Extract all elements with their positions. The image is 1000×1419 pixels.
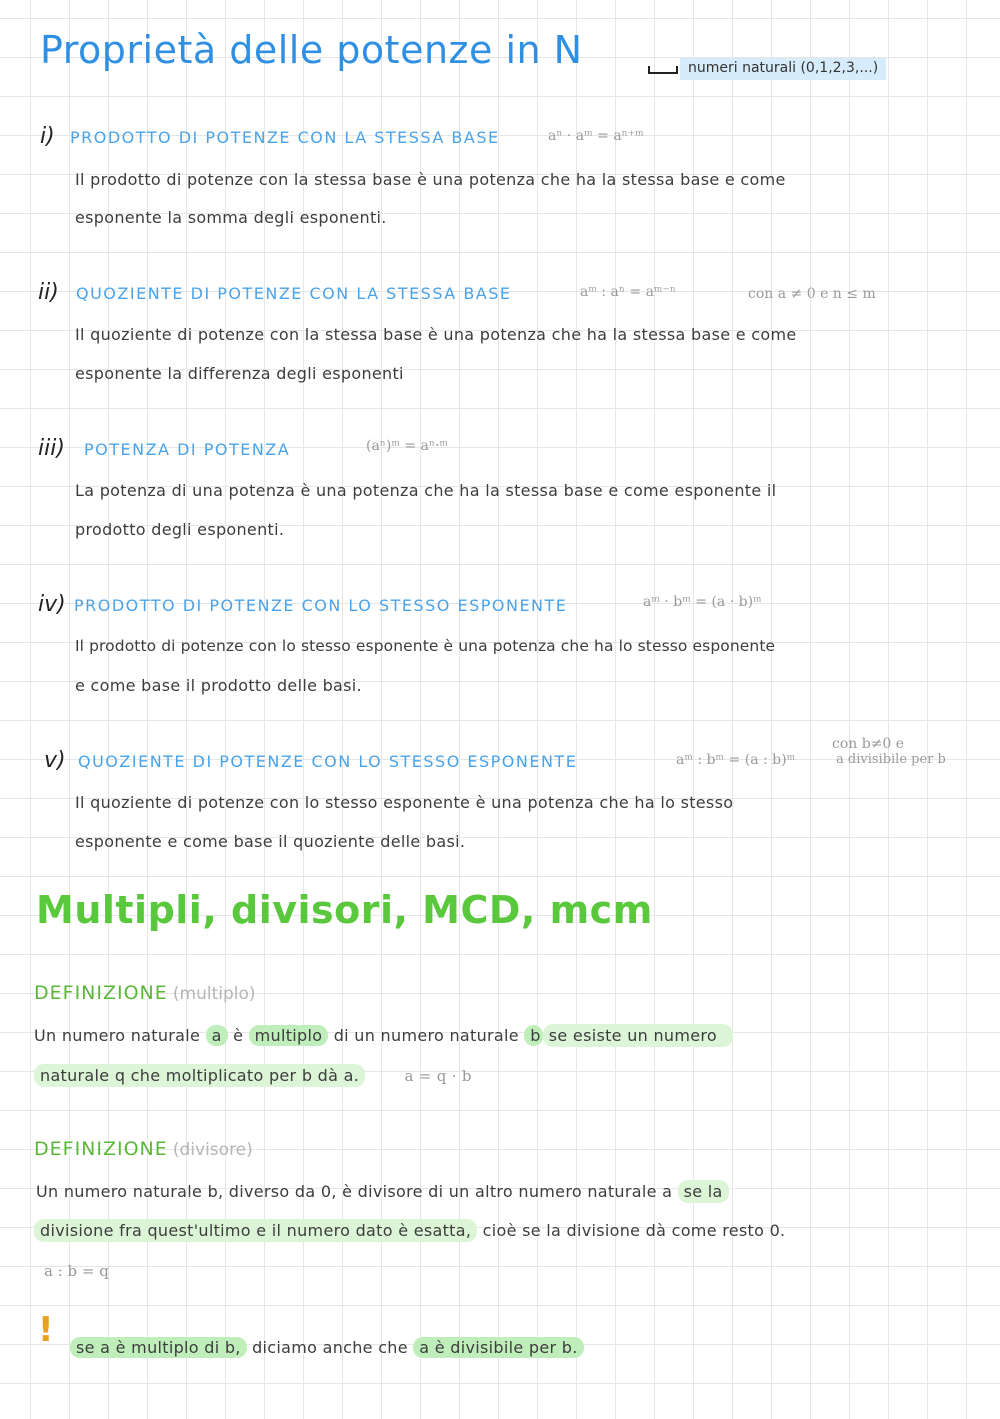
- section-number: i): [40, 124, 55, 149]
- definition-label: DEFINIZIONE: [34, 982, 168, 1004]
- text: Un numero naturale b, diverso da 0, è divisore di un altro numero naturale a: [36, 1182, 673, 1201]
- highlight: se la: [678, 1180, 729, 1203]
- section-number: iv): [38, 592, 66, 617]
- section-text: Il prodotto di potenze con la stessa base è una potenza che ha la stessa base e come: [75, 170, 786, 189]
- section-heading: QUOZIENTE DI POTENZE CON LO STESSO ESPONENTE: [78, 752, 578, 771]
- section-text: Il quoziente di potenze con lo stesso esponente è una potenza che ha lo stesso: [75, 793, 734, 812]
- section-text: La potenza di una potenza è una potenza che ha la stessa base e come esponente il: [75, 481, 777, 500]
- definition-line: [34, 1026, 733, 1045]
- text: è: [233, 1026, 244, 1045]
- highlight: b: [524, 1025, 542, 1046]
- section-condition: con a ≠ 0 e n ≤ m: [748, 286, 876, 302]
- exclamation-icon: !: [38, 1310, 54, 1350]
- section-heading: PRODOTTO DI POTENZE CON LO STESSO ESPONENTE: [74, 596, 568, 615]
- definition-header: [34, 982, 256, 1004]
- n-brace: [648, 66, 678, 74]
- text: diciamo anche che: [252, 1338, 408, 1357]
- section-text: esponente e come base il quoziente delle basi.: [75, 832, 466, 851]
- definition-line: [34, 1221, 785, 1240]
- definition-topic: (multiplo): [172, 984, 256, 1004]
- highlight: a: [206, 1025, 228, 1046]
- highlight: se esiste un numero: [543, 1024, 733, 1047]
- section-formula: aⁿ · aᵐ = aⁿ⁺ᵐ: [548, 128, 644, 144]
- section-number: ii): [38, 280, 59, 305]
- section-formula: aᵐ : aⁿ = aᵐ⁻ⁿ: [580, 284, 676, 300]
- section-text: Il prodotto di potenze con lo stesso esponente è una potenza che ha lo stesso esponente: [75, 637, 776, 655]
- text: Un numero naturale: [34, 1026, 201, 1045]
- section-condition: con b≠0 e: [832, 736, 905, 752]
- section-formula: aᵐ : bᵐ = (a : b)ᵐ: [676, 752, 796, 768]
- definition-line: [36, 1182, 729, 1201]
- section-number: v): [44, 748, 66, 773]
- highlight: multiplo: [249, 1025, 329, 1046]
- page-title: Proprietà delle potenze in N: [40, 28, 583, 72]
- highlight: se a è multiplo di b,: [70, 1337, 247, 1358]
- note-line: [70, 1338, 584, 1357]
- section-number: iii): [38, 436, 65, 461]
- section-heading: PRODOTTO DI POTENZE CON LA STESSA BASE: [70, 128, 500, 147]
- section-heading: POTENZA DI POTENZA: [84, 440, 291, 459]
- natural-numbers-note: numeri naturali (0,1,2,3,...): [680, 58, 886, 80]
- text: cioè se la divisione dà come resto 0.: [482, 1221, 786, 1240]
- highlight: naturale q che moltiplicato per b dà a.: [34, 1064, 365, 1087]
- definition-header: [34, 1138, 253, 1160]
- section-formula: aᵐ · bᵐ = (a · b)ᵐ: [643, 594, 762, 610]
- definition-formula: a = q · b: [404, 1067, 472, 1085]
- section-text: e come base il prodotto delle basi.: [75, 676, 362, 695]
- definition-topic: (divisore): [172, 1140, 253, 1160]
- definition-line: [34, 1066, 472, 1085]
- section-formula: (aⁿ)ᵐ = aⁿ·ᵐ: [366, 438, 448, 454]
- section-text: esponente la differenza degli esponenti: [75, 364, 404, 383]
- text: di un numero naturale: [333, 1026, 519, 1045]
- section-title: Multipli, divisori, MCD, mcm: [36, 888, 653, 932]
- section-heading: QUOZIENTE DI POTENZE CON LA STESSA BASE: [76, 284, 512, 303]
- definition-formula: a : b = q: [44, 1262, 109, 1280]
- section-text: esponente la somma degli esponenti.: [75, 208, 387, 227]
- section-text: Il quoziente di potenze con la stessa base è una potenza che ha la stessa base e come: [75, 325, 797, 344]
- highlight: a è divisibile per b.: [413, 1337, 583, 1358]
- section-text: prodotto degli esponenti.: [75, 520, 285, 539]
- section-condition: a divisibile per b: [836, 752, 946, 767]
- definition-label: DEFINIZIONE: [34, 1138, 168, 1160]
- highlight: divisione fra quest'ultimo e il numero dato è esatta,: [34, 1219, 477, 1242]
